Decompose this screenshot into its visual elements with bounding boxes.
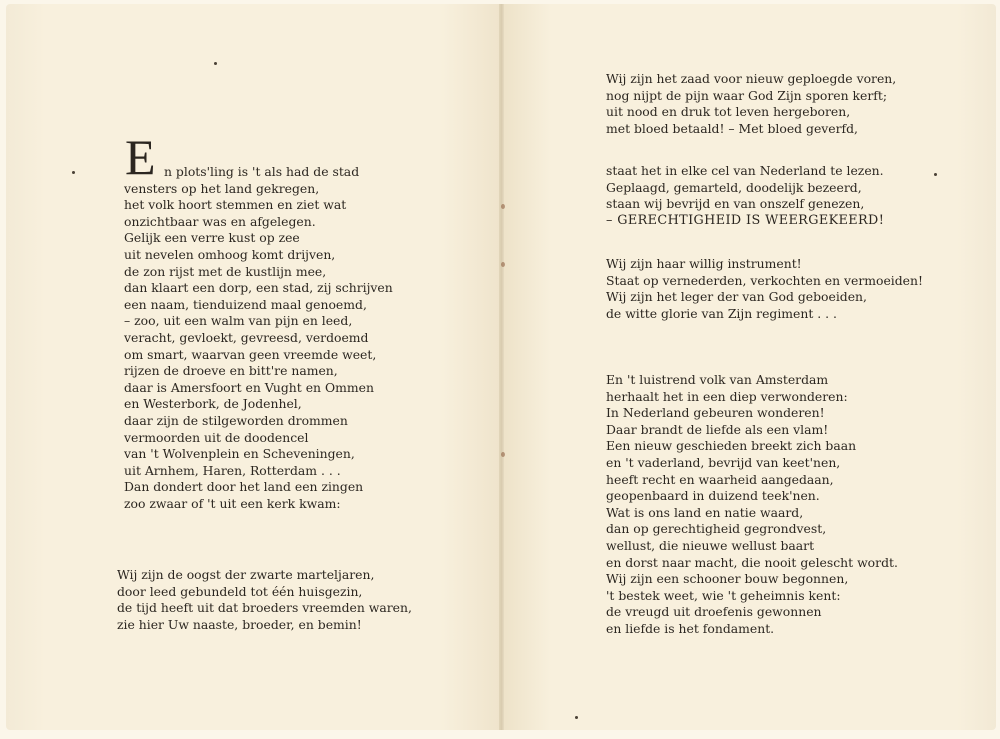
page-mark [214,62,217,65]
poem-line: de tijd heeft uit dat broeders vreemden waren, [117,600,412,616]
poem-line: vensters op het land gekregen, [124,180,320,196]
poem-line: geopenbaard in duizend teek'nen. [606,488,820,504]
poem-line: Wat is ons land en natie waard, [606,504,804,520]
poem-line: en Westerbork, de Jodenhel, [124,396,302,412]
poem-line: Een nieuw geschieden breekt zich baan [606,438,857,454]
poem-line: een naam, tienduizend maal genoemd, [124,296,367,312]
right-stanza-3 [606,256,923,322]
poem-line: met bloed betaald! – Met bloed geverfd, [606,120,858,136]
right-stanza-1 [606,71,896,137]
poem-line: herhaalt het in een diep verwonderen: [606,388,848,404]
paper-stain [501,204,505,209]
poem-line: uit nevelen omhoog komt drijven, [124,246,336,262]
poem-line: vermoorden uit de doodencel [124,429,309,445]
poem-line: dan op gerechtigheid gegrondvest, [606,521,827,537]
poem-line: Wij zijn het zaad voor nieuw geploegde voren, [606,71,897,86]
poem-line: zoo zwaar of 't uit een kerk kwam: [124,495,341,511]
poem-line: En 't luistrend volk van Amsterdam [606,372,829,387]
poem-line: zie hier Uw naaste, broeder, en bemin! [117,616,362,632]
page-mark [934,173,937,176]
poem-line: Staat op vernederden, verkochten en vermoeiden! [606,272,923,288]
poem-line: onzichtbaar was en afgelegen. [124,213,316,229]
poem-line: staan wij bevrijd en van onszelf genezen, [606,196,865,212]
poem-line: en liefde is het fondament. [606,620,775,636]
poem-line: Wij zijn het leger der van God geboeiden, [606,289,867,305]
poem-line: om smart, waarvan geen vreemde weet, [124,346,377,362]
poem-line: de vreugd uit droefenis gewonnen [606,604,822,620]
poem-line: de zon rijst met de kustlijn mee, [124,263,327,279]
right-stanza-2 [606,163,884,229]
poem-line: daar is Amersfoort en Vught en Ommen [124,379,374,395]
poem-line: 't bestek weet, wie 't geheimnis kent: [606,587,841,603]
poem-line: het volk hoort stemmen en ziet wat [124,197,347,213]
poem-line: wellust, die nieuwe wellust baart [606,537,815,553]
paper-stain [501,262,505,267]
poem-line: uit Arnhem, Haren, Rotterdam . . . [124,462,341,478]
poem-line: Wij zijn de oogst der zwarte marteljaren, [117,567,375,582]
poem-line: uit nood en druk tot leven hergeboren, [606,104,851,120]
poem-line: Wij zijn haar willig instrument! [606,256,802,271]
left-stanza-2 [117,567,412,633]
poem-line: Geplaagd, gemarteld, doodelijk bezeerd, [606,179,862,195]
poem-line-caps: – GERECHTIGHEID IS WEERGEKEERD! [606,212,885,228]
right-stanza-4 [606,372,898,638]
poem-line: n plots'ling is 't als had de stad [164,164,360,179]
left-stanza-1 [124,164,393,512]
poem-line: staat het in elke cel van Nederland te lezen. [606,163,884,178]
poem-line: en 't vaderland, bevrijd van keet'nen, [606,454,841,470]
book-gutter [499,4,504,730]
poem-line: de witte glorie van Zijn regiment . . . [606,305,837,321]
poem-line: Wij zijn een schooner bouw begonnen, [606,571,849,587]
poem-line: van 't Wolvenplein en Scheveningen, [124,446,355,462]
page-mark [575,716,578,719]
poem-line: rijzen de droeve en bitt're namen, [124,363,338,379]
paper-stain [501,452,505,457]
poem-line: daar zijn de stilgeworden drommen [124,412,348,428]
poem-line: dan klaart een dorp, een stad, zij schrijven [124,280,393,296]
poem-line: door leed gebundeld tot één huisgezin, [117,583,363,599]
page-mark [72,171,75,174]
poem-line: nog nijpt de pijn waar God Zijn sporen kerft; [606,87,888,103]
poem-line: In Nederland gebeuren wonderen! [606,405,825,421]
poem-line: en dorst naar macht, die nooit gelescht wordt. [606,554,898,570]
poem-line: – zoo, uit een walm van pijn en leed, [124,313,353,329]
poem-line: heeft recht en waarheid aangedaan, [606,471,834,487]
poem-line: Gelijk een verre kust op zee [124,230,300,246]
poem-line: Daar brandt de liefde als een vlam! [606,421,829,437]
poem-line: Dan dondert door het land een zingen [124,479,364,495]
poem-line: veracht, gevloekt, gevreesd, verdoemd [124,329,369,345]
drop-cap: E [125,129,156,185]
